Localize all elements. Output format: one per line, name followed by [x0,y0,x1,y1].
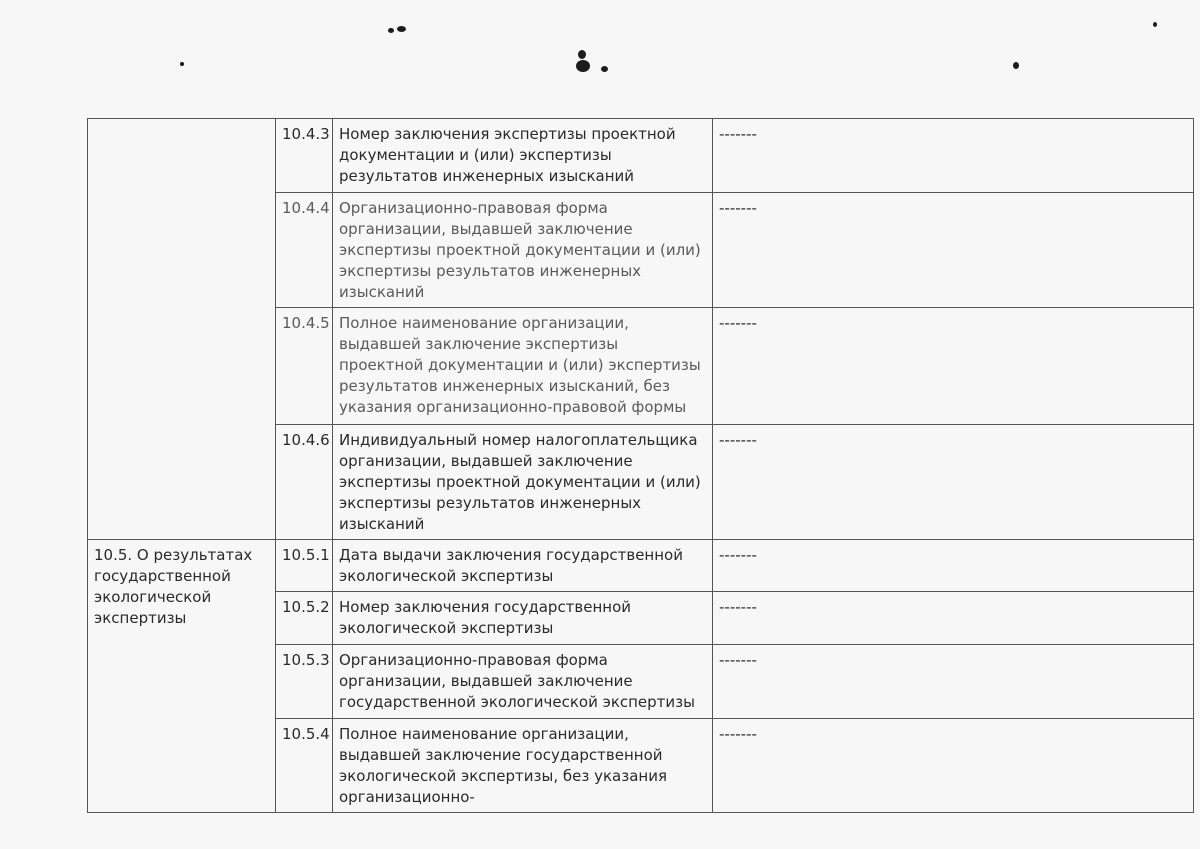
item-code: 10.4.4 [276,193,333,308]
scan-speck [576,60,590,72]
item-value: ------- [713,540,1194,592]
scan-speck [601,66,608,72]
item-name: Полное наименование организации, выдавшей заключение государственной экологической экспертизы, без указания организационно- [333,719,713,813]
item-name: Организационно-правовая форма организации, выдавшей заключение экспертизы проектной документации и (или) экспертизы результатов инженерных изысканий [333,193,713,308]
item-value: ------- [713,719,1194,813]
section-cell [88,119,276,540]
item-code: 10.4.6 [276,425,333,540]
item-name: Дата выдачи заключения государственной экологической экспертизы [333,540,713,592]
item-value: ------- [713,645,1194,719]
scan-speck [397,26,406,32]
table-row [88,119,1194,193]
item-code: 10.4.5 [276,308,333,425]
item-value: ------- [713,308,1194,425]
item-code: 10.5.4 [276,719,333,813]
scan-speck [1153,22,1157,27]
scan-speck [388,28,394,33]
item-code: 10.5.2 [276,592,333,645]
item-name: Организационно-правовая форма организации, выдавшей заключение государственной экологической экспертизы [333,645,713,719]
item-value: ------- [713,193,1194,308]
item-name: Индивидуальный номер налогоплательщика организации, выдавшей заключение экспертизы проектной документации и (или) экспертизы результатов инженерных изысканий [333,425,713,540]
registry-table [87,118,1194,813]
item-value: ------- [713,119,1194,193]
scan-speck [578,50,586,59]
item-name: Полное наименование организации, выдавшей заключение экспертизы проектной документации и (или) экспертизы результатов инженерных изысканий, без указания организационно-правовой формы [333,308,713,425]
item-code: 10.5.3 [276,645,333,719]
scan-speck [180,62,184,66]
item-value: ------- [713,592,1194,645]
item-code: 10.5.1 [276,540,333,592]
section-cell: 10.5. О результатах государственной экологической экспертизы [88,540,276,813]
item-name: Номер заключения государственной экологической экспертизы [333,592,713,645]
scan-speck [1013,62,1019,69]
table-row [88,540,1194,592]
item-value: ------- [713,425,1194,540]
item-code: 10.4.3 [276,119,333,193]
item-name: Номер заключения экспертизы проектной документации и (или) экспертизы результатов инженерных изысканий [333,119,713,193]
